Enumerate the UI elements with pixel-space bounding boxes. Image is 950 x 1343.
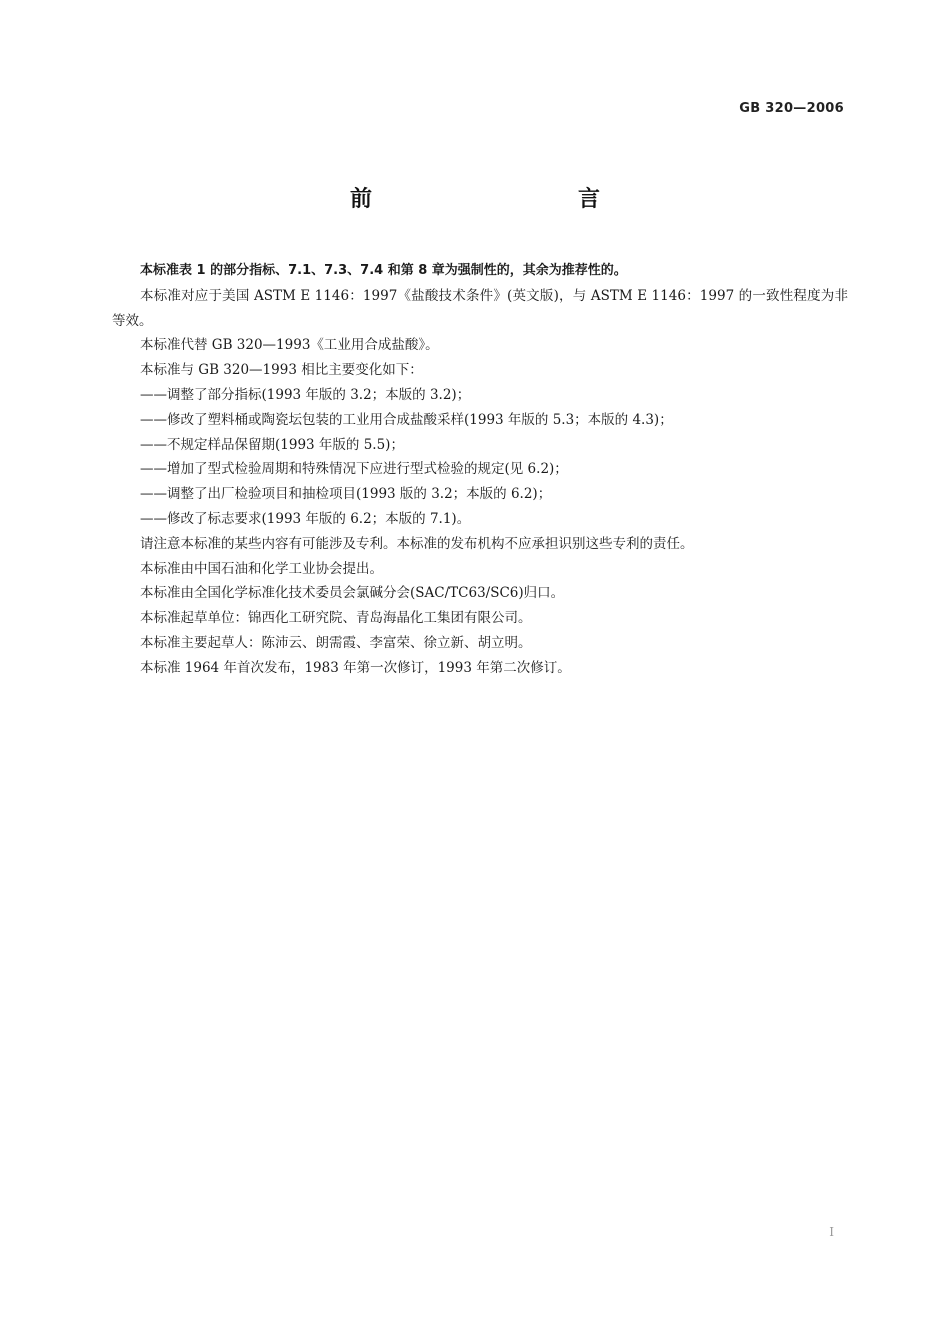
change-item: ——增加了型式检验周期和特殊情况下应进行型式检验的规定(见 6.2)； (140, 461, 568, 478)
paragraph-history: 本标准 1964 年首次发布，1983 年第一次修订，1993 年第二次修订。 (140, 659, 571, 676)
paragraph-proposed-by: 本标准由中国石油和化学工业协会提出。 (140, 560, 383, 577)
paragraph-drafting-units: 本标准起草单位：锦西化工研究院、青岛海晶化工集团有限公司。 (140, 610, 532, 627)
change-item: ——调整了部分指标(1993 年版的 3.2；本版的 3.2)； (140, 386, 471, 403)
change-item: ——修改了标志要求(1993 年版的 6.2；本版的 7.1)。 (140, 510, 471, 527)
page-title: 前 言 (349, 187, 654, 212)
paragraph-administered-by: 本标准由全国化学标准化技术委员会氯碱分会(SAC/TC63/SC6)归口。 (140, 585, 565, 602)
change-item: ——修改了塑料桶或陶瓷坛包装的工业用合成盐酸采样(1993 年版的 5.3；本版的 4.3)； (140, 411, 673, 428)
standard-code: GB 320—2006 (739, 101, 844, 116)
paragraph-replaces: 本标准代替 GB 320—1993《工业用合成盐酸》。 (140, 337, 439, 354)
change-item: ——调整了出厂检验项目和抽检项目(1993 版的 3.2；本版的 6.2)； (140, 486, 552, 503)
change-item: ——不规定样品保留期(1993 年版的 5.5)； (140, 436, 404, 453)
paragraph-mandatory-clause: 本标准表 1 的部分指标、7.1、7.3、7.4 和第 8 章为强制性的，其余为推荐性的。 (140, 263, 627, 278)
paragraph-patent-notice: 请注意本标准的某些内容有可能涉及专利。本标准的发布机构不应承担识别这些专利的责任。 (140, 535, 694, 552)
paragraph-changes-intro: 本标准与 GB 320—1993 相比主要变化如下： (140, 362, 423, 379)
paragraph-correspondence: 本标准对应于美国 ASTM E 1146：1997《盐酸技术条件》(英文版)，与 ASTM E 1146：1997 的一致性程度为非等效。 (112, 287, 848, 329)
page-number: I (829, 1225, 834, 1239)
paragraph-drafters: 本标准主要起草人：陈沛云、朗需霞、李富荣、徐立新、胡立明。 (140, 634, 532, 651)
foreword-body (112, 259, 848, 681)
